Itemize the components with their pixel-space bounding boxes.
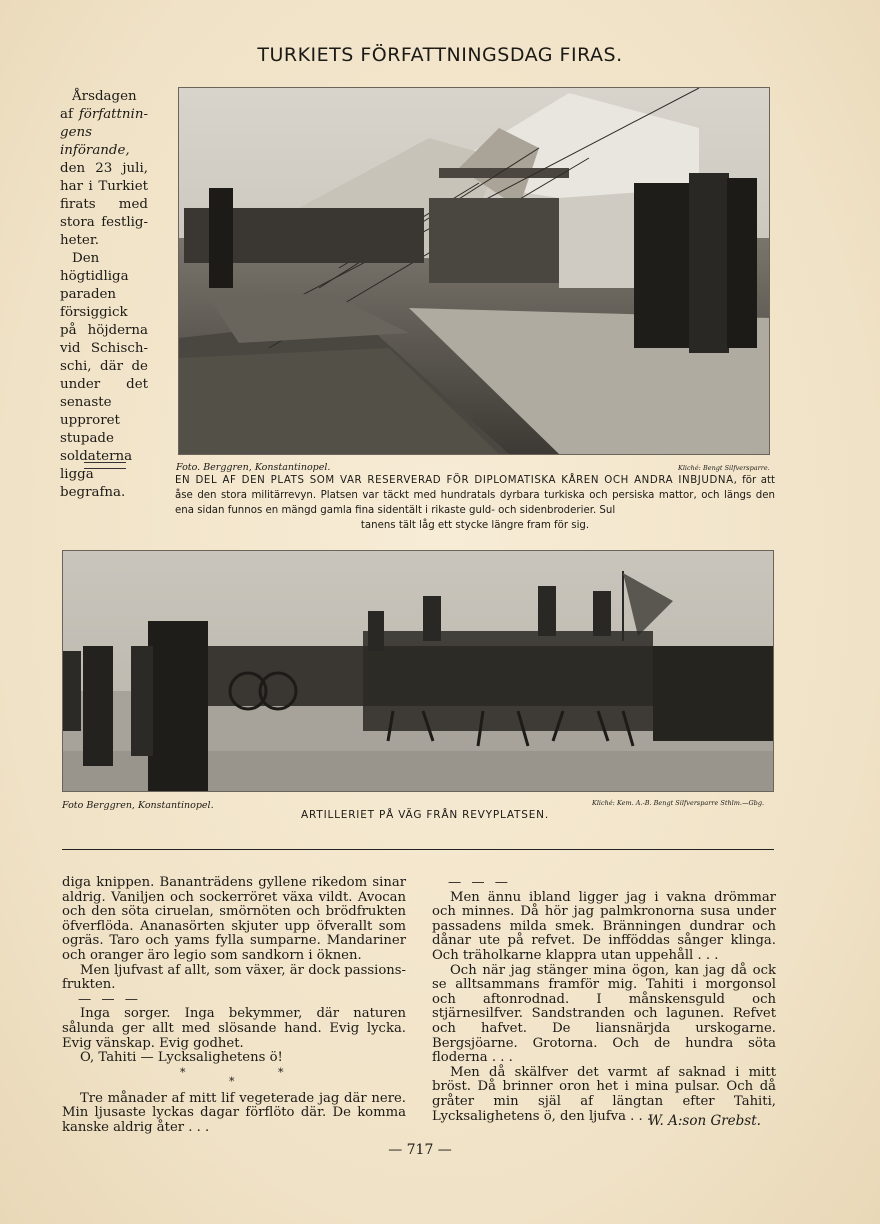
asterism: [62, 1066, 406, 1092]
photo1-credit: Foto. Berggren, Konstantinopel.: [176, 462, 331, 473]
body-column-left: [62, 876, 406, 1136]
article-title: TURKIETS FÖRFATTNINGSDAG FIRAS.: [257, 44, 623, 66]
author-signature: W. A:son Grebst.: [648, 1113, 761, 1129]
sidebar-text: [60, 88, 148, 502]
right-paragraph-1: Men ännu ibland ligger jag i vakna drömmar och minnes. Då hör jag palmkronorna susa under passadens milda smek. Bränningen dundrar och dånar ute på refvet. De infföddas sånger klinga. Och träholkarne klappra utan uppehåll . . .: [432, 889, 776, 963]
photo2-caption: ARTILLERIET PÅ VÄG FRÅN REVYPLATSEN.: [301, 809, 549, 821]
sidebar-paragraph-2: Den högtidliga paraden försiggick på höjderna vid Schischschi, där de under det senaste upproret stupade soldaterna ligga begrafna.: [60, 251, 148, 500]
photo2-credit: Foto Berggren, Konstantinopel.: [62, 800, 214, 811]
left-paragraph-4: O, Tahiti — Lycksalighetens ö!: [80, 1050, 283, 1066]
photo1-caption-body: för att åse den stora militärrevyn. Platsen var täckt med hundratals dyrbara turkiska och persiska mattor, och längs den ena sidan funnos en mängd gamla fina sidentält i rikaste guld- och sidenbroderier. Sul: [175, 475, 775, 516]
right-paragraph-3: Men då skälfver det varmt af saknad i mitt bröst. Då brinner oron het i mina pulsar. Och då gråter min själ af längtan efter Tahiti, Lycksalighetens ö, den ljufva . . .: [432, 1064, 776, 1124]
left-paragraph-1: diga knippen. Bananträdens gyllene rikedom sinar aldrig. Vaniljen och sockerröret växa vildt. Avocan och den söta ciruelan, smörnöten och brödfrukten öfverflöda. Ananasörten skjuter upp öfverallt som ogräs. Taro och yams fylla sumparne. Mandariner och oranger äro legio som sandkorn i öknen.: [62, 875, 406, 963]
asterism-star-2: *: [278, 1065, 284, 1079]
left-paragraph-3: Inga sorger. Inga bekymmer, där naturen sålunda ger allt med slösande hand. Evig lycka. Evig vänskap. Evig godhet.: [62, 1006, 406, 1051]
photo-diplomat-tents: [178, 87, 770, 455]
page-number: — 717 —: [388, 1142, 452, 1158]
right-dash-separator: — — —: [448, 875, 511, 890]
sidebar-divider: [84, 462, 126, 469]
left-paragraph-2: Men ljufvast af allt, som växer, är dock passionsfrukten.: [62, 962, 406, 993]
left-paragraph-5: Tre månader af mitt lif vegeterade jag där nere. Min ljusaste lyckas dagar förflöto där. De komma kanske aldrig åter . . .: [62, 1090, 406, 1135]
left-dash-separator: — — —: [78, 991, 141, 1007]
photo1-caption-lead: EN DEL AF DEN PLATS SOM VAR RESERVERAD FÖR DIPLOMATISKA KÅREN OCH ANDRA INBJUDNA,: [175, 475, 738, 486]
asterism-star-1: *: [180, 1065, 186, 1079]
photo1-caption-last: tanens tält låg ett stycke längre fram för sig.: [360, 520, 590, 531]
right-paragraph-2: Och när jag stänger mina ögon, kan jag då ock se alltsammans framför mig. Tahiti i morgonsol och aftonrodnad. I månskensguld och stjärnesilfver. Sandstranden och lagunen. Refvet och hafvet. De liansnärjda urskogarne. Bergsjöarne. Grotorna. Och de hundra söta floderna . . .: [432, 962, 776, 1066]
photo-diplomat-tents-image: [179, 88, 769, 454]
photo1-cliche: Kliché: Bengt Silfversparre.: [678, 464, 770, 472]
photo-artillery-image: [63, 551, 773, 791]
photo2-cliche: Kliché: Kem. A.-B. Bengt Silfversparre Sthlm.—Gbg.: [592, 799, 765, 807]
sidebar-paragraph-1: Årsdagen af författningens införande, den 23 juli, har i Turkiet firats med stora festligheter.: [60, 89, 148, 248]
photo-artillery: [62, 550, 774, 792]
photo1-caption: [175, 473, 775, 533]
body-column-right: [432, 876, 776, 1124]
sidebar-emphasis: författningens införande,: [60, 107, 148, 158]
asterism-star-3: *: [229, 1074, 235, 1088]
section-divider: [62, 849, 774, 850]
